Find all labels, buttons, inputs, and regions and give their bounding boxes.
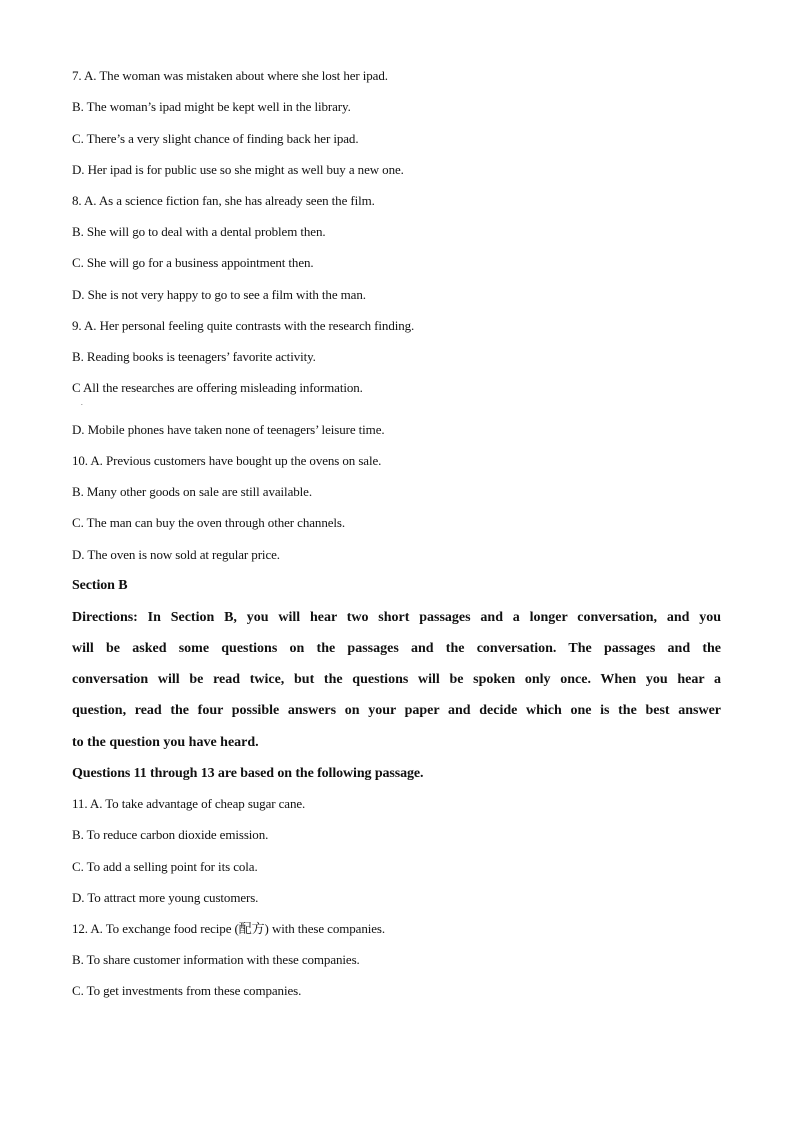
- option-9b: B. Reading books is teenagers’ favorite activity.: [72, 349, 316, 364]
- option-10a: 10. A. Previous customers have bought up the ovens on sale.: [72, 453, 382, 468]
- option-7d: D. Her ipad is for public use so she might as well buy a new one.: [72, 162, 404, 177]
- option-9a: 9. A. Her personal feeling quite contrasts with the research finding.: [72, 318, 415, 333]
- stray-mark: .: [81, 399, 83, 407]
- directions-line-4: question, read the four possible answers on your paper and decide which one is the best answer: [72, 703, 721, 718]
- option-9d: D. Mobile phones have taken none of teenagers’ leisure time.: [72, 422, 385, 437]
- option-10b: B. Many other goods on sale are still available.: [72, 484, 312, 499]
- option-7a: 7. A. The woman was mistaken about where she lost her ipad.: [72, 68, 388, 83]
- option-9c: C All the researches are offering misleading information.: [72, 380, 363, 395]
- option-11a: 11. A. To take advantage of cheap sugar cane.: [72, 796, 306, 811]
- option-12a: 12. A. To exchange food recipe (配方) with these companies.: [72, 921, 386, 936]
- option-12b: B. To share customer information with these companies.: [72, 952, 360, 967]
- option-12c: C. To get investments from these companies.: [72, 983, 302, 998]
- directions-line-1: Directions: In Section B, you will hear two short passages and a longer conversation, and you: [72, 610, 721, 625]
- option-8a: 8. A. As a science fiction fan, she has already seen the film.: [72, 193, 375, 208]
- option-7c: C. There’s a very slight chance of finding back her ipad.: [72, 131, 359, 146]
- option-11d: D. To attract more young customers.: [72, 890, 259, 905]
- directions-line-5: to the question you have heard.: [72, 735, 259, 750]
- option-10d: D. The oven is now sold at regular price.: [72, 547, 280, 562]
- directions-line-2: will be asked some questions on the passages and the conversation. The passages and the: [72, 641, 721, 656]
- passage-intro: Questions 11 through 13 are based on the following passage.: [72, 766, 424, 781]
- option-8c: C. She will go for a business appointment then.: [72, 255, 314, 270]
- option-7b: B. The woman’s ipad might be kept well in the library.: [72, 99, 351, 114]
- section-b-title: Section B: [72, 578, 128, 593]
- directions-line-3: conversation will be read twice, but the questions will be spoken only once. When you hear a: [72, 672, 721, 687]
- option-8d: D. She is not very happy to go to see a film with the man.: [72, 287, 366, 302]
- option-8b: B. She will go to deal with a dental problem then.: [72, 224, 326, 239]
- option-11c: C. To add a selling point for its cola.: [72, 859, 258, 874]
- option-10c: C. The man can buy the oven through other channels.: [72, 515, 346, 530]
- option-11b: B. To reduce carbon dioxide emission.: [72, 827, 269, 842]
